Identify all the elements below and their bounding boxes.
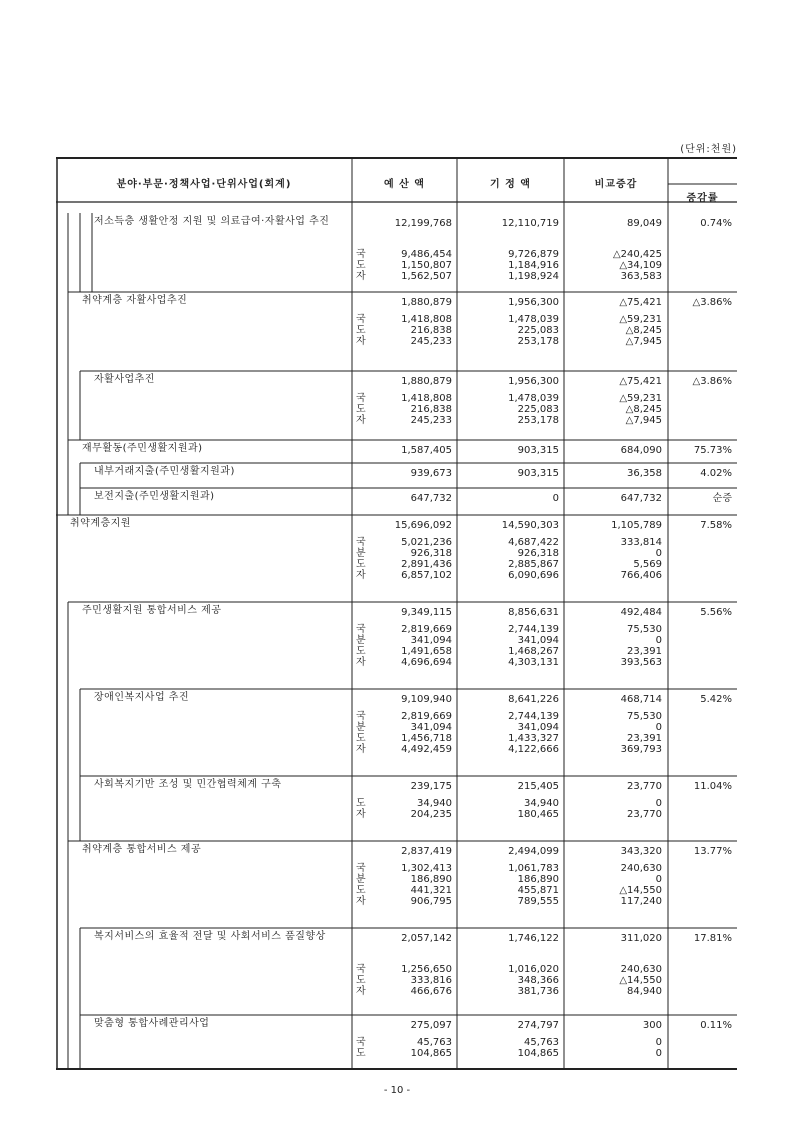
breakdown-source: 국 bbox=[356, 964, 366, 975]
header-existing: 기 정 액 bbox=[490, 179, 531, 190]
breakdown-existing: 348,366 bbox=[517, 975, 559, 986]
row-name: 복지서비스의 효율적 전달 및 사회서비스 품질향상 bbox=[94, 931, 326, 942]
row-rate: 4.02% bbox=[700, 468, 732, 479]
row-existing: 215,405 bbox=[517, 781, 559, 792]
header-budget: 예 산 액 bbox=[384, 179, 425, 190]
breakdown-existing: 1,016,020 bbox=[508, 964, 559, 975]
breakdown-source: 도 bbox=[356, 1048, 366, 1059]
row-existing: 0 bbox=[552, 493, 559, 504]
breakdown-existing: 34,940 bbox=[524, 798, 559, 809]
breakdown-source: 도 bbox=[356, 646, 366, 657]
breakdown-budget: 2,891,436 bbox=[401, 559, 452, 570]
breakdown-source: 자 bbox=[356, 415, 366, 426]
row-rate: 5.56% bbox=[700, 607, 732, 618]
breakdown-change: 75,530 bbox=[627, 624, 662, 635]
breakdown-change: △240,425 bbox=[612, 249, 662, 260]
breakdown-existing: 1,198,924 bbox=[508, 271, 559, 282]
breakdown-change: △7,945 bbox=[625, 415, 662, 426]
header-comparison: 비교증감 bbox=[594, 179, 638, 190]
row-existing: 1,956,300 bbox=[508, 297, 559, 308]
page-number: - 10 - bbox=[383, 1085, 411, 1096]
breakdown-source: 국 bbox=[356, 624, 366, 635]
breakdown-change: 766,406 bbox=[620, 570, 662, 581]
breakdown-change: △14,550 bbox=[619, 975, 662, 986]
breakdown-change: △14,550 bbox=[619, 885, 662, 896]
breakdown-change: 5,569 bbox=[633, 559, 662, 570]
row-name: 저소득층 생활안정 지원 및 의료급여·자활사업 추진 bbox=[94, 216, 330, 227]
row-change: 468,714 bbox=[620, 694, 662, 705]
breakdown-source: 국 bbox=[356, 314, 366, 325]
unit-label: (단위:천원) bbox=[680, 144, 737, 155]
row-change: 492,484 bbox=[620, 607, 662, 618]
breakdown-budget: 906,795 bbox=[410, 896, 452, 907]
row-existing: 2,494,099 bbox=[508, 846, 559, 857]
row-existing: 14,590,303 bbox=[501, 520, 559, 531]
row-change: 343,320 bbox=[620, 846, 662, 857]
breakdown-source: 자 bbox=[356, 271, 366, 282]
breakdown-budget: 341,094 bbox=[410, 635, 452, 646]
breakdown-change: 0 bbox=[655, 798, 662, 809]
breakdown-existing: 2,744,139 bbox=[508, 624, 559, 635]
row-budget: 2,837,419 bbox=[401, 846, 452, 857]
row-name: 주민생활지원 통합서비스 제공 bbox=[82, 605, 222, 616]
breakdown-source: 도 bbox=[356, 798, 366, 809]
row-rate: 순증 bbox=[712, 493, 732, 504]
breakdown-budget: 6,857,102 bbox=[401, 570, 452, 581]
breakdown-budget: 1,302,413 bbox=[401, 863, 452, 874]
breakdown-change: △8,245 bbox=[625, 404, 662, 415]
breakdown-budget: 45,763 bbox=[417, 1037, 452, 1048]
row-budget: 9,349,115 bbox=[401, 607, 452, 618]
breakdown-existing: 253,178 bbox=[517, 415, 559, 426]
breakdown-existing: 9,726,879 bbox=[508, 249, 559, 260]
header-rate: 증감률 bbox=[686, 193, 719, 204]
row-rate: △3.86% bbox=[692, 376, 732, 387]
row-existing: 903,315 bbox=[517, 468, 559, 479]
breakdown-budget: 1,491,658 bbox=[401, 646, 452, 657]
row-change: 89,049 bbox=[627, 218, 662, 229]
breakdown-budget: 1,418,808 bbox=[401, 314, 452, 325]
breakdown-source: 자 bbox=[356, 744, 366, 755]
breakdown-existing: 4,122,666 bbox=[508, 744, 559, 755]
row-change: 23,770 bbox=[627, 781, 662, 792]
row-rate: △3.86% bbox=[692, 297, 732, 308]
breakdown-existing: 6,090,696 bbox=[508, 570, 559, 581]
breakdown-source: 도 bbox=[356, 885, 366, 896]
row-rate: 17.81% bbox=[693, 933, 732, 944]
row-rate: 75.73% bbox=[693, 445, 732, 456]
breakdown-source: 국 bbox=[356, 711, 366, 722]
breakdown-budget: 1,256,650 bbox=[401, 964, 452, 975]
breakdown-budget: 2,819,669 bbox=[401, 624, 452, 635]
breakdown-budget: 204,235 bbox=[410, 809, 452, 820]
row-change: 684,090 bbox=[620, 445, 662, 456]
breakdown-source: 도 bbox=[356, 260, 366, 271]
breakdown-source: 국 bbox=[356, 393, 366, 404]
breakdown-existing: 1,478,039 bbox=[508, 393, 559, 404]
breakdown-existing: 2,744,139 bbox=[508, 711, 559, 722]
breakdown-change: 240,630 bbox=[620, 863, 662, 874]
row-budget: 939,673 bbox=[410, 468, 452, 479]
breakdown-change: 23,391 bbox=[627, 733, 662, 744]
row-rate: 11.04% bbox=[693, 781, 732, 792]
row-rate: 7.58% bbox=[700, 520, 732, 531]
breakdown-budget: 4,696,694 bbox=[401, 657, 452, 668]
breakdown-change: 363,583 bbox=[620, 271, 662, 282]
row-name: 재무활동(주민생활지원과) bbox=[82, 443, 203, 454]
row-change: 36,358 bbox=[627, 468, 662, 479]
breakdown-budget: 104,865 bbox=[410, 1048, 452, 1059]
row-name: 사회복지기반 조성 및 민간협력체계 구축 bbox=[94, 779, 282, 790]
breakdown-change: △34,109 bbox=[619, 260, 662, 271]
breakdown-change: 0 bbox=[655, 1037, 662, 1048]
row-existing: 12,110,719 bbox=[501, 218, 559, 229]
row-budget: 239,175 bbox=[410, 781, 452, 792]
row-change: △75,421 bbox=[619, 376, 662, 387]
breakdown-existing: 789,555 bbox=[517, 896, 559, 907]
breakdown-source: 도 bbox=[356, 404, 366, 415]
breakdown-source: 자 bbox=[356, 657, 366, 668]
breakdown-budget: 466,676 bbox=[410, 986, 452, 997]
row-name: 맞춤형 통합사례관리사업 bbox=[94, 1018, 210, 1029]
row-existing: 903,315 bbox=[517, 445, 559, 456]
breakdown-change: 23,770 bbox=[627, 809, 662, 820]
breakdown-change: 0 bbox=[655, 1048, 662, 1059]
row-change: 1,105,789 bbox=[611, 520, 662, 531]
row-rate: 5.42% bbox=[700, 694, 732, 705]
breakdown-budget: 4,492,459 bbox=[401, 744, 452, 755]
row-budget: 12,199,768 bbox=[394, 218, 452, 229]
breakdown-existing: 1,478,039 bbox=[508, 314, 559, 325]
breakdown-source: 자 bbox=[356, 570, 366, 581]
breakdown-existing: 1,433,327 bbox=[508, 733, 559, 744]
breakdown-budget: 34,940 bbox=[417, 798, 452, 809]
breakdown-source: 분 bbox=[356, 874, 366, 885]
breakdown-existing: 104,865 bbox=[517, 1048, 559, 1059]
breakdown-existing: 1,184,916 bbox=[508, 260, 559, 271]
breakdown-change: 333,814 bbox=[620, 537, 662, 548]
row-existing: 1,746,122 bbox=[508, 933, 559, 944]
breakdown-budget: 216,838 bbox=[410, 404, 452, 415]
breakdown-existing: 381,736 bbox=[517, 986, 559, 997]
breakdown-change: △8,245 bbox=[625, 325, 662, 336]
row-budget: 647,732 bbox=[410, 493, 452, 504]
breakdown-source: 분 bbox=[356, 548, 366, 559]
breakdown-existing: 455,871 bbox=[517, 885, 559, 896]
row-name: 취약계층 자활사업추진 bbox=[82, 295, 188, 306]
breakdown-source: 자 bbox=[356, 336, 366, 347]
breakdown-existing: 4,303,131 bbox=[508, 657, 559, 668]
row-rate: 13.77% bbox=[693, 846, 732, 857]
breakdown-change: 240,630 bbox=[620, 964, 662, 975]
breakdown-budget: 1,418,808 bbox=[401, 393, 452, 404]
row-rate: 0.74% bbox=[700, 218, 732, 229]
breakdown-change: △59,231 bbox=[619, 314, 662, 325]
breakdown-existing: 341,094 bbox=[517, 722, 559, 733]
breakdown-source: 자 bbox=[356, 809, 366, 820]
row-budget: 15,696,092 bbox=[394, 520, 452, 531]
breakdown-existing: 341,094 bbox=[517, 635, 559, 646]
breakdown-budget: 333,816 bbox=[410, 975, 452, 986]
row-change: 300 bbox=[642, 1020, 662, 1031]
row-budget: 1,587,405 bbox=[401, 445, 452, 456]
row-name: 자활사업추진 bbox=[94, 374, 155, 385]
row-name: 장애인복지사업 추진 bbox=[94, 692, 190, 703]
row-budget: 1,880,879 bbox=[401, 297, 452, 308]
breakdown-change: 23,391 bbox=[627, 646, 662, 657]
budget-table bbox=[56, 157, 737, 1070]
row-budget: 1,880,879 bbox=[401, 376, 452, 387]
breakdown-existing: 225,083 bbox=[517, 325, 559, 336]
breakdown-budget: 9,486,454 bbox=[401, 249, 452, 260]
row-rate: 0.11% bbox=[700, 1020, 732, 1031]
row-existing: 274,797 bbox=[517, 1020, 559, 1031]
breakdown-budget: 186,890 bbox=[410, 874, 452, 885]
row-change: 647,732 bbox=[620, 493, 662, 504]
row-existing: 8,641,226 bbox=[508, 694, 559, 705]
breakdown-source: 국 bbox=[356, 863, 366, 874]
breakdown-change: 0 bbox=[655, 722, 662, 733]
row-name: 내부거래지출(주민생활지원과) bbox=[94, 466, 235, 477]
row-name: 취약계층지원 bbox=[70, 518, 131, 529]
breakdown-change: 369,793 bbox=[620, 744, 662, 755]
breakdown-existing: 1,061,783 bbox=[508, 863, 559, 874]
breakdown-budget: 245,233 bbox=[410, 415, 452, 426]
row-name: 보전지출(주민생활지원과) bbox=[94, 491, 215, 502]
breakdown-existing: 253,178 bbox=[517, 336, 559, 347]
breakdown-budget: 5,021,236 bbox=[401, 537, 452, 548]
breakdown-source: 국 bbox=[356, 249, 366, 260]
breakdown-change: 84,940 bbox=[627, 986, 662, 997]
breakdown-budget: 1,456,718 bbox=[401, 733, 452, 744]
row-budget: 9,109,940 bbox=[401, 694, 452, 705]
breakdown-budget: 441,321 bbox=[410, 885, 452, 896]
breakdown-source: 분 bbox=[356, 722, 366, 733]
breakdown-change: 75,530 bbox=[627, 711, 662, 722]
row-budget: 275,097 bbox=[410, 1020, 452, 1031]
row-existing: 8,856,631 bbox=[508, 607, 559, 618]
breakdown-source: 국 bbox=[356, 1037, 366, 1048]
breakdown-existing: 926,318 bbox=[517, 548, 559, 559]
breakdown-change: 393,563 bbox=[620, 657, 662, 668]
breakdown-change: 117,240 bbox=[620, 896, 662, 907]
breakdown-budget: 216,838 bbox=[410, 325, 452, 336]
breakdown-existing: 45,763 bbox=[524, 1037, 559, 1048]
breakdown-change: △59,231 bbox=[619, 393, 662, 404]
breakdown-source: 국 bbox=[356, 537, 366, 548]
breakdown-source: 도 bbox=[356, 975, 366, 986]
breakdown-change: 0 bbox=[655, 635, 662, 646]
breakdown-existing: 4,687,422 bbox=[508, 537, 559, 548]
row-existing: 1,956,300 bbox=[508, 376, 559, 387]
breakdown-source: 도 bbox=[356, 559, 366, 570]
breakdown-existing: 186,890 bbox=[517, 874, 559, 885]
breakdown-change: 0 bbox=[655, 874, 662, 885]
breakdown-existing: 2,885,867 bbox=[508, 559, 559, 570]
breakdown-budget: 341,094 bbox=[410, 722, 452, 733]
breakdown-change: △7,945 bbox=[625, 336, 662, 347]
row-name: 취약계층 통합서비스 제공 bbox=[82, 844, 202, 855]
breakdown-existing: 1,468,267 bbox=[508, 646, 559, 657]
header-category: 분야·부문·정책사업·단위사업(회계) bbox=[116, 179, 292, 190]
row-change: 311,020 bbox=[620, 933, 662, 944]
breakdown-source: 자 bbox=[356, 986, 366, 997]
row-budget: 2,057,142 bbox=[401, 933, 452, 944]
breakdown-existing: 225,083 bbox=[517, 404, 559, 415]
breakdown-budget: 1,150,807 bbox=[401, 260, 452, 271]
breakdown-budget: 245,233 bbox=[410, 336, 452, 347]
breakdown-budget: 2,819,669 bbox=[401, 711, 452, 722]
row-change: △75,421 bbox=[619, 297, 662, 308]
breakdown-change: 0 bbox=[655, 548, 662, 559]
breakdown-source: 자 bbox=[356, 896, 366, 907]
breakdown-budget: 926,318 bbox=[410, 548, 452, 559]
breakdown-budget: 1,562,507 bbox=[401, 271, 452, 282]
breakdown-source: 분 bbox=[356, 635, 366, 646]
breakdown-existing: 180,465 bbox=[517, 809, 559, 820]
breakdown-source: 도 bbox=[356, 733, 366, 744]
breakdown-source: 도 bbox=[356, 325, 366, 336]
